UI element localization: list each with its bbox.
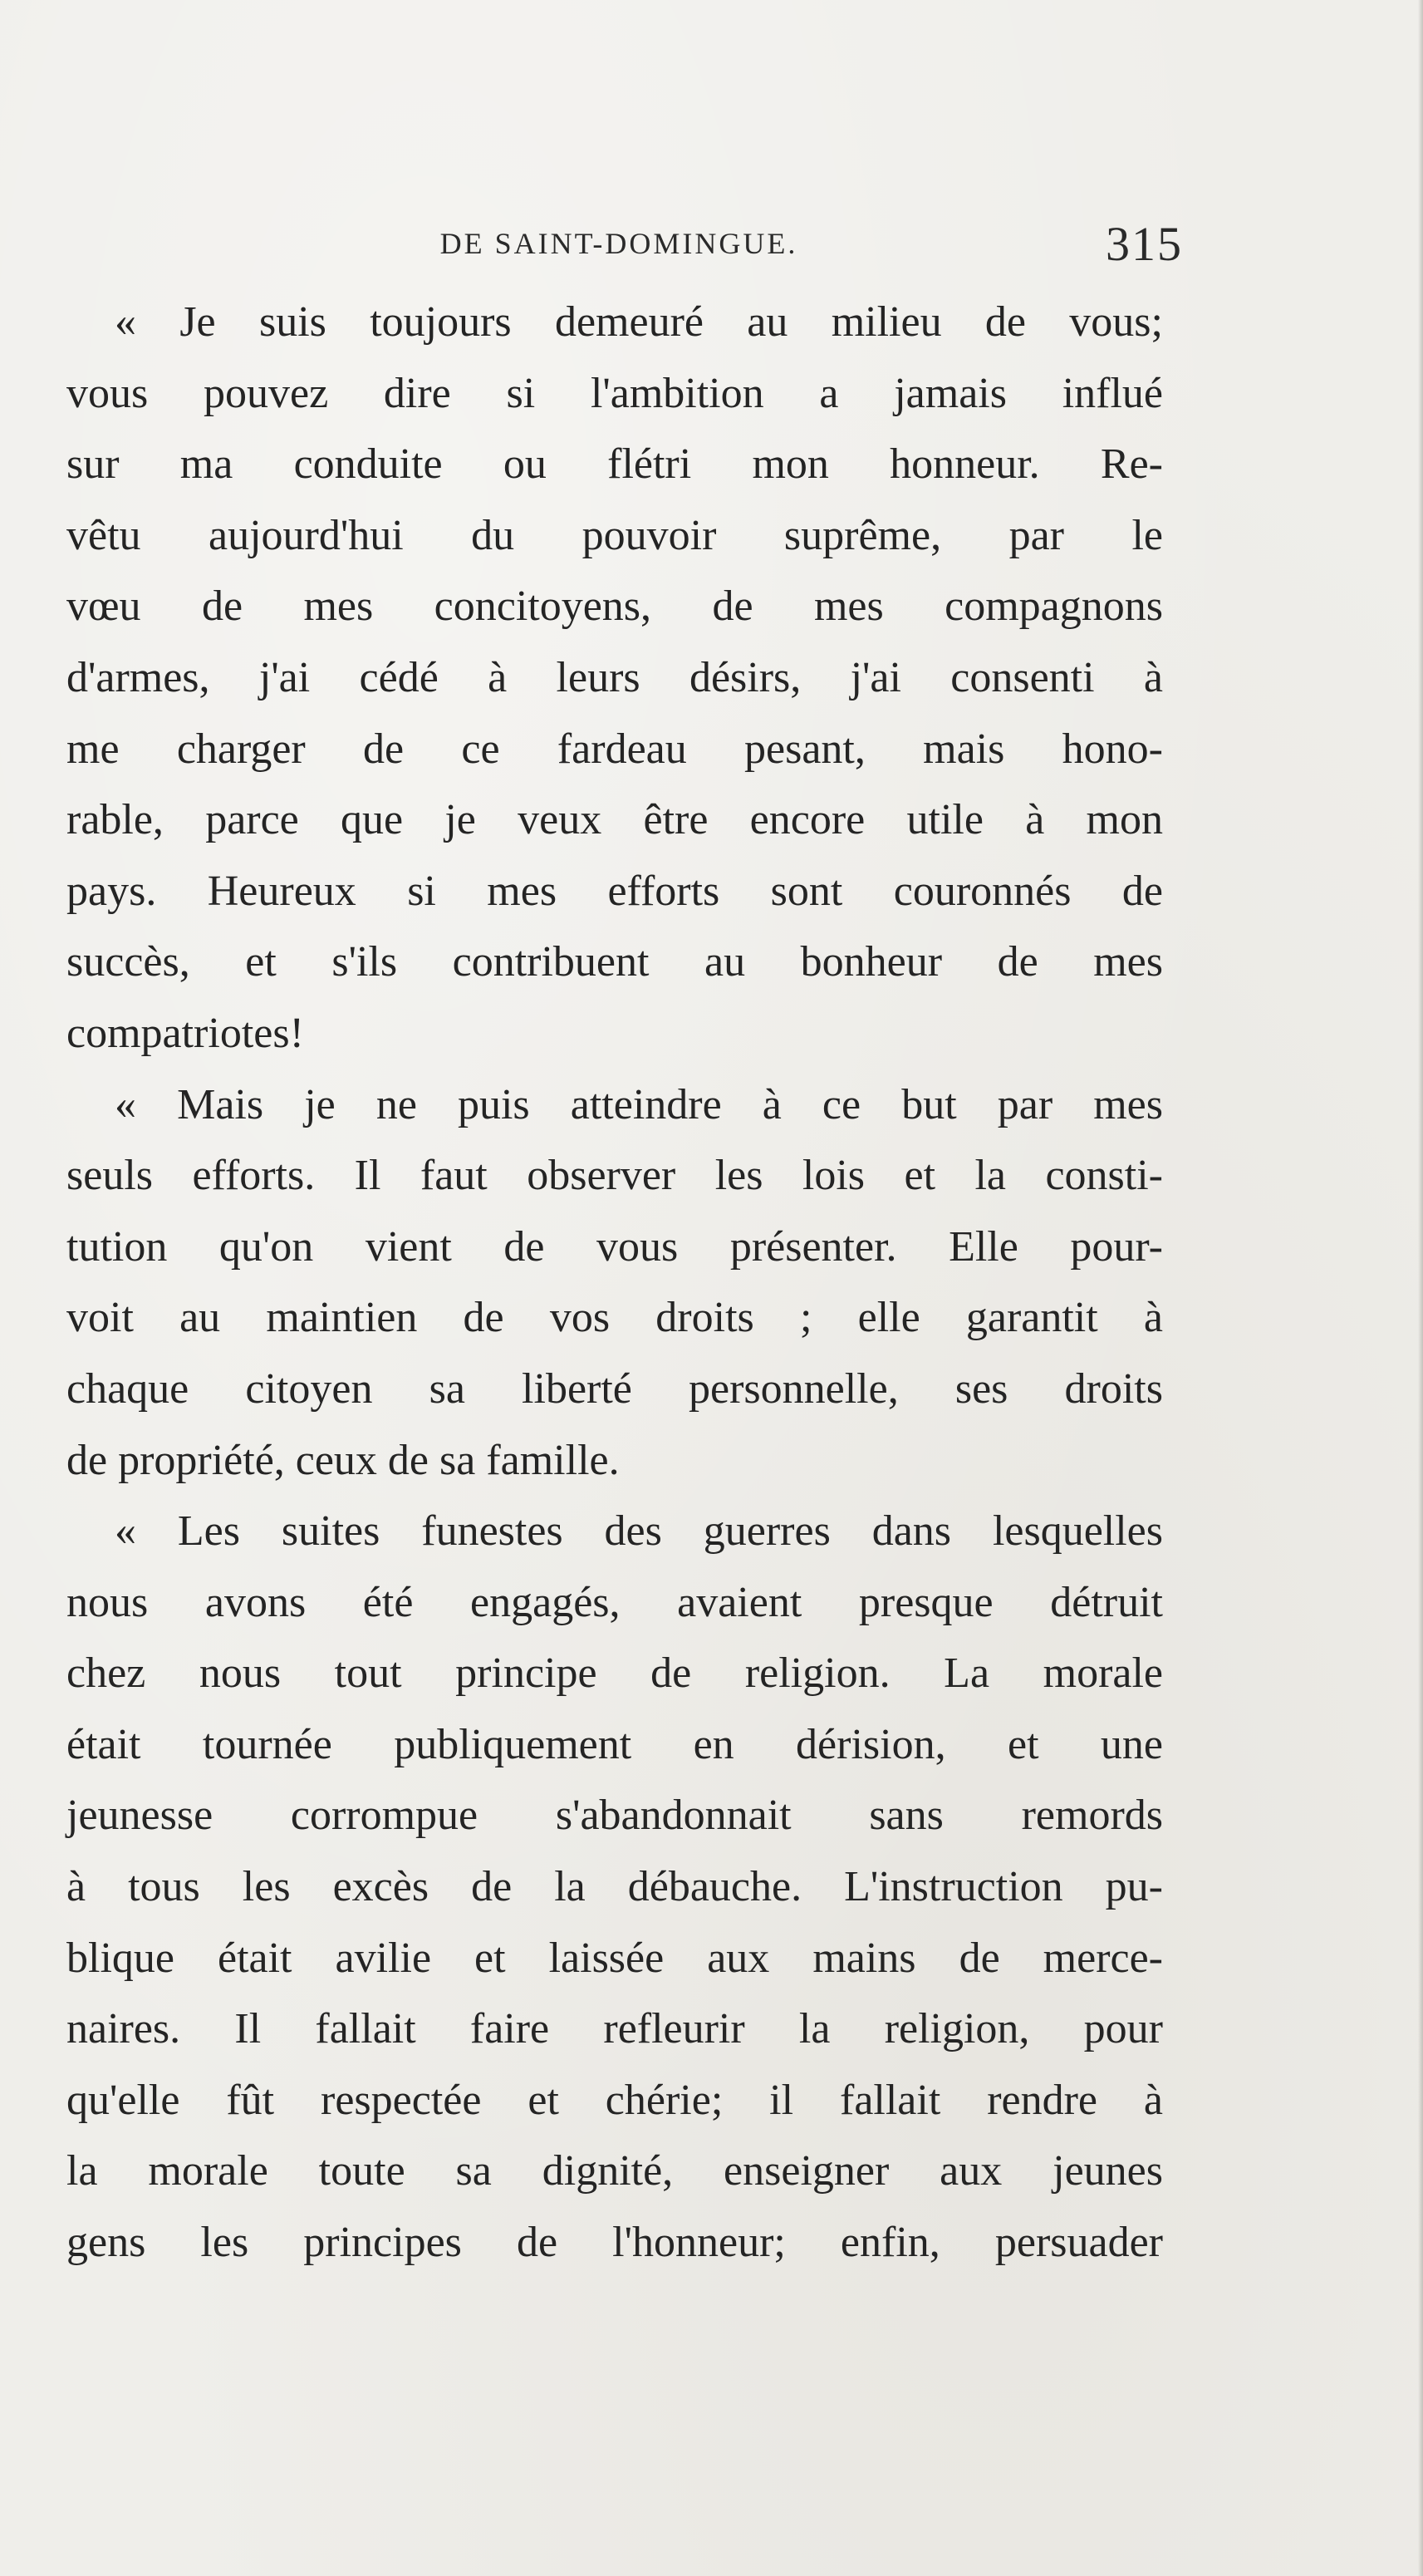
- page-edge-shadow: [1418, 0, 1423, 2576]
- text-line: « Les suites funestes des guerres dans lesquelles: [115, 1507, 1163, 1556]
- text-line: nous avons été engagés, avaient presque détruit: [66, 1578, 1163, 1626]
- body-text: [66, 287, 1163, 2279]
- text-line: à tous les excès de la débauche. L'instruction pu-: [66, 1863, 1163, 1911]
- text-line: blique était avilie et laissée aux mains de merce-: [66, 1934, 1163, 1982]
- text-line: sur ma conduite ou flétri mon honneur. Re-: [66, 440, 1163, 489]
- text-line: voit au maintien de vos droits ; elle garantit à: [66, 1294, 1163, 1342]
- text-line: vœu de mes concitoyens, de mes compagnons: [66, 583, 1163, 631]
- text-line: gens les principes de l'honneur; enfin, persuader: [66, 2219, 1163, 2267]
- text-line: chaque citoyen sa liberté personnelle, ses droits: [66, 1364, 1163, 1413]
- text-line: qu'elle fût respectée et chérie; il fallait rendre à: [66, 2076, 1163, 2124]
- text-line: d'armes, j'ai cédé à leurs désirs, j'ai consenti à: [66, 653, 1163, 701]
- text-line: succès, et s'ils contribuent au bonheur de mes: [66, 938, 1163, 986]
- text-line: compatriotes!: [66, 1009, 304, 1057]
- text-line: « Mais je ne puis atteindre à ce but par mes: [115, 1080, 1163, 1128]
- text-line: pays. Heureux si mes efforts sont couronnés de: [66, 867, 1163, 915]
- text-line: tution qu'on vient de vous présenter. Elle pour-: [66, 1222, 1163, 1271]
- page-number: 315: [1106, 217, 1183, 271]
- text-line: rable, parce que je veux être encore utile à mon: [66, 796, 1163, 844]
- running-title: DE SAINT-DOMINGUE.: [439, 227, 798, 260]
- paragraph-1: [66, 287, 1163, 1069]
- text-line: naires. Il fallait faire refleurir la religion, pour: [66, 2005, 1163, 2053]
- text-line: la morale toute sa dignité, enseigner aux jeunes: [66, 2147, 1163, 2195]
- text-line: me charger de ce fardeau pesant, mais hono-: [66, 725, 1163, 773]
- text-line: jeunesse corrompue s'abandonnait sans remords: [66, 1792, 1163, 1840]
- text-line: de propriété, ceux de sa famille.: [66, 1436, 620, 1484]
- paragraph-3: [66, 1496, 1163, 2279]
- text-line: « Je suis toujours demeuré au milieu de vous;: [115, 298, 1163, 346]
- paragraph-2: [66, 1069, 1163, 1497]
- text-line: vous pouvez dire si l'ambition a jamais influé: [66, 369, 1163, 417]
- text-line: chez nous tout principe de religion. La morale: [66, 1649, 1163, 1698]
- page-header: [66, 216, 1183, 274]
- text-line: vêtu aujourd'hui du pouvoir suprême, par le: [66, 511, 1163, 559]
- text-line: seuls efforts. Il faut observer les lois et la consti-: [66, 1152, 1163, 1200]
- text-line: était tournée publiquement en dérision, et une: [66, 1720, 1163, 1768]
